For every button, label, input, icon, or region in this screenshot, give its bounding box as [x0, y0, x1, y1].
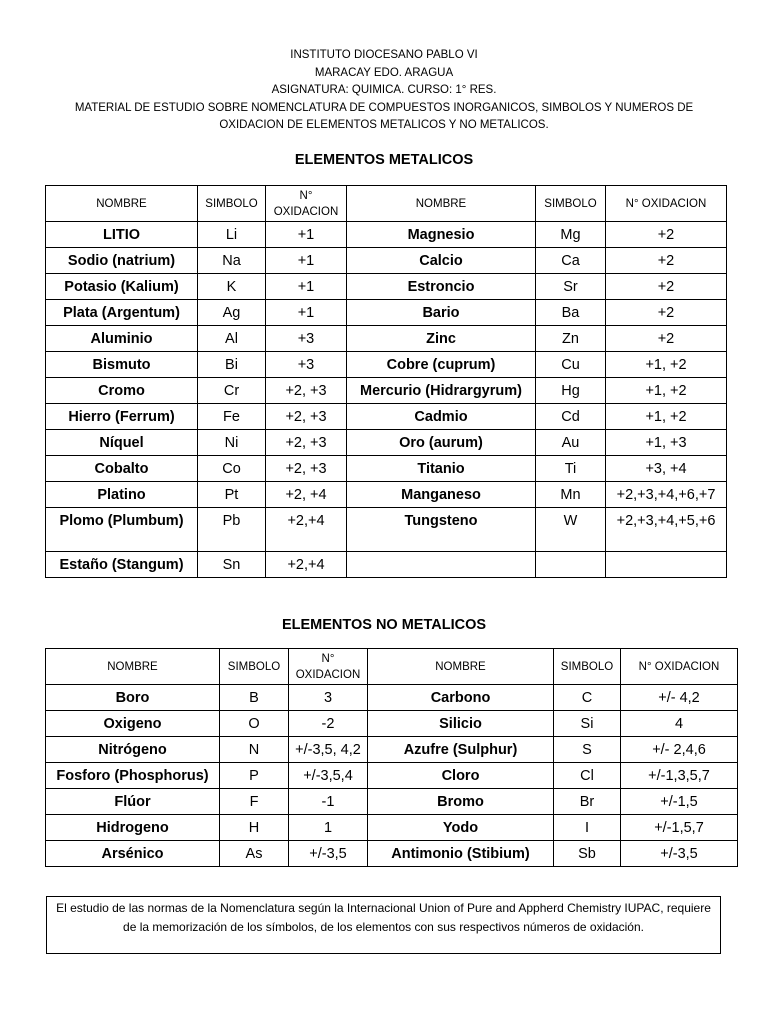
element-name: Magnesio	[347, 222, 536, 248]
element-symbol: Ni	[198, 430, 266, 456]
element-symbol: Pt	[198, 482, 266, 508]
oxidation-number: +1	[266, 274, 347, 300]
element-symbol: Mn	[536, 482, 606, 508]
oxidation-number: +1, +2	[606, 378, 727, 404]
element-name: Cromo	[46, 378, 198, 404]
oxidation-number: +1, +2	[606, 352, 727, 378]
table-row	[46, 789, 738, 815]
element-symbol: As	[220, 841, 289, 867]
oxidation-number: +2	[606, 326, 727, 352]
header-simbolo: SIMBOLO	[198, 186, 266, 222]
oxidation-number: +3, +4	[606, 456, 727, 482]
element-symbol: Sn	[198, 552, 266, 578]
element-symbol: Sb	[554, 841, 621, 867]
table-row	[46, 378, 727, 404]
document-header	[40, 47, 728, 135]
header-nombre: NOMBRE	[368, 649, 554, 685]
element-symbol: Hg	[536, 378, 606, 404]
table-row	[46, 841, 738, 867]
element-name	[347, 552, 536, 578]
element-symbol: Ba	[536, 300, 606, 326]
element-symbol: C	[554, 685, 621, 711]
oxidation-number: +1, +3	[606, 430, 727, 456]
element-name: Bario	[347, 300, 536, 326]
oxidation-number: +2, +4	[266, 482, 347, 508]
element-name: Manganeso	[347, 482, 536, 508]
element-name: Bromo	[368, 789, 554, 815]
iupac-note: El estudio de las normas de la Nomenclatura según la Internacional Union of Pure and Appherd Chemistry IUPAC, requiere de la memorización de los símbolos, de los elementos con sus respectivos números de oxidación.	[46, 896, 721, 954]
element-symbol: Bi	[198, 352, 266, 378]
material-description-line2: OXIDACION DE ELEMENTOS METALICOS Y NO METALICOS.	[219, 119, 549, 131]
oxidation-number: +/-1,5,7	[621, 815, 738, 841]
table-row	[46, 711, 738, 737]
oxidation-number: 4	[621, 711, 738, 737]
metales-table	[45, 185, 727, 578]
oxidation-number: +/- 4,2	[621, 685, 738, 711]
element-name: Sodio (natrium)	[46, 248, 198, 274]
element-symbol: B	[220, 685, 289, 711]
element-symbol: F	[220, 789, 289, 815]
element-name: Silicio	[368, 711, 554, 737]
element-name: Hidrogeno	[46, 815, 220, 841]
element-symbol: Cu	[536, 352, 606, 378]
oxidation-number: +2, +3	[266, 404, 347, 430]
element-symbol: Mg	[536, 222, 606, 248]
material-description-line1: MATERIAL DE ESTUDIO SOBRE NOMENCLATURA DE COMPUESTOS INORGANICOS, SIMBOLOS Y NUMEROS DE	[74, 101, 694, 114]
element-symbol	[536, 552, 606, 578]
element-name: Antimonio (Stibium)	[368, 841, 554, 867]
element-name: Zinc	[347, 326, 536, 352]
element-symbol: P	[220, 763, 289, 789]
element-symbol: Sr	[536, 274, 606, 300]
oxidation-number: -1	[289, 789, 368, 815]
table-row	[46, 430, 727, 456]
header-oxidacion: N° OXIDACION	[606, 186, 727, 222]
oxidation-number: +2	[606, 274, 727, 300]
no-metales-header-row	[46, 649, 738, 685]
element-symbol: Cd	[536, 404, 606, 430]
oxidation-number: +/-1,5	[621, 789, 738, 815]
element-name: Platino	[46, 482, 198, 508]
oxidation-number: 3	[289, 685, 368, 711]
element-name: Plomo (Plumbum)	[46, 508, 198, 552]
element-symbol: Ca	[536, 248, 606, 274]
element-name: Bismuto	[46, 352, 198, 378]
element-symbol: Pb	[198, 508, 266, 552]
element-symbol: Zn	[536, 326, 606, 352]
element-name: Cloro	[368, 763, 554, 789]
oxidation-number: +/-3,5	[289, 841, 368, 867]
metales-header-row	[46, 186, 727, 222]
oxidation-number: +2, +3	[266, 456, 347, 482]
element-name: Carbono	[368, 685, 554, 711]
oxidation-number: +2,+3,+4,+5,+6	[606, 508, 727, 552]
table-row	[46, 737, 738, 763]
header-oxidacion: N° OXIDACION	[289, 649, 368, 685]
table-row	[46, 763, 738, 789]
element-name: Níquel	[46, 430, 198, 456]
element-name: Hierro (Ferrum)	[46, 404, 198, 430]
element-symbol: W	[536, 508, 606, 552]
header-simbolo: SIMBOLO	[554, 649, 621, 685]
element-name: Boro	[46, 685, 220, 711]
element-name: Calcio	[347, 248, 536, 274]
element-symbol: Al	[198, 326, 266, 352]
element-symbol: Si	[554, 711, 621, 737]
element-name: Cobre (cuprum)	[347, 352, 536, 378]
element-name: Nitrógeno	[46, 737, 220, 763]
element-name: Estaño (Stangum)	[46, 552, 198, 578]
header-nombre: NOMBRE	[46, 649, 220, 685]
element-symbol: N	[220, 737, 289, 763]
element-symbol: Ag	[198, 300, 266, 326]
table-row	[46, 482, 727, 508]
header-nombre: NOMBRE	[347, 186, 536, 222]
header-simbolo: SIMBOLO	[220, 649, 289, 685]
element-name: Mercurio (Hidrargyrum)	[347, 378, 536, 404]
element-name: Aluminio	[46, 326, 198, 352]
table-row	[46, 326, 727, 352]
table-row	[46, 352, 727, 378]
element-name: Cobalto	[46, 456, 198, 482]
oxidation-number: +1	[266, 300, 347, 326]
element-symbol: Fe	[198, 404, 266, 430]
table-row	[46, 685, 738, 711]
element-name: Cadmio	[347, 404, 536, 430]
oxidation-number: +3	[266, 326, 347, 352]
oxidation-number: +2	[606, 222, 727, 248]
oxidation-number: +2,+4	[266, 508, 347, 552]
element-name: Fosforo (Phosphorus)	[46, 763, 220, 789]
table-row	[46, 274, 727, 300]
table-row	[46, 815, 738, 841]
element-symbol: Cr	[198, 378, 266, 404]
oxidation-number: +1	[266, 222, 347, 248]
header-oxidacion: N° OXIDACION	[266, 186, 347, 222]
element-name: Yodo	[368, 815, 554, 841]
oxidation-number: +2,+3,+4,+6,+7	[606, 482, 727, 508]
oxidation-number: -2	[289, 711, 368, 737]
oxidation-number: +2	[606, 300, 727, 326]
table-row	[46, 222, 727, 248]
element-name: Arsénico	[46, 841, 220, 867]
element-symbol: Au	[536, 430, 606, 456]
oxidation-number: +2, +3	[266, 378, 347, 404]
element-symbol: Na	[198, 248, 266, 274]
oxidation-number: +2	[606, 248, 727, 274]
oxidation-number	[606, 552, 727, 578]
header-nombre: NOMBRE	[46, 186, 198, 222]
element-symbol: O	[220, 711, 289, 737]
oxidation-number: +/-3,5,4	[289, 763, 368, 789]
element-symbol: Cl	[554, 763, 621, 789]
oxidation-number: +1	[266, 248, 347, 274]
no-metales-title: ELEMENTOS NO METALICOS	[281, 617, 487, 633]
table-row	[46, 508, 727, 552]
oxidation-number: +1, +2	[606, 404, 727, 430]
header-simbolo: SIMBOLO	[536, 186, 606, 222]
element-name: Potasio (Kalium)	[46, 274, 198, 300]
element-symbol: I	[554, 815, 621, 841]
element-name: Oro (aurum)	[347, 430, 536, 456]
institution-name: INSTITUTO DIOCESANO PABLO VI	[290, 49, 478, 61]
table-row	[46, 248, 727, 274]
element-name: Tungsteno	[347, 508, 536, 552]
header-oxidacion: N° OXIDACION	[621, 649, 738, 685]
element-name: Plata (Argentum)	[46, 300, 198, 326]
institution-location: MARACAY EDO. ARAGUA	[314, 66, 454, 79]
table-row	[46, 456, 727, 482]
element-symbol: Co	[198, 456, 266, 482]
oxidation-number: +3	[266, 352, 347, 378]
element-symbol: Br	[554, 789, 621, 815]
element-name: Flúor	[46, 789, 220, 815]
oxidation-number: 1	[289, 815, 368, 841]
element-name: LITIO	[46, 222, 198, 248]
table-row	[46, 552, 727, 578]
oxidation-number: +/-1,3,5,7	[621, 763, 738, 789]
oxidation-number: +/- 2,4,6	[621, 737, 738, 763]
oxidation-number: +/-3,5, 4,2	[289, 737, 368, 763]
element-symbol: S	[554, 737, 621, 763]
metales-title: ELEMENTOS METALICOS	[294, 152, 474, 168]
element-name: Titanio	[347, 456, 536, 482]
oxidation-number: +/-3,5	[621, 841, 738, 867]
oxidation-number: +2, +3	[266, 430, 347, 456]
table-row	[46, 404, 727, 430]
element-name: Oxigeno	[46, 711, 220, 737]
oxidation-number: +2,+4	[266, 552, 347, 578]
element-symbol: K	[198, 274, 266, 300]
element-symbol: H	[220, 815, 289, 841]
course-info: ASIGNATURA: QUIMICA. CURSO: 1° RES.	[271, 84, 497, 96]
no-metales-table	[45, 648, 738, 867]
element-symbol: Ti	[536, 456, 606, 482]
table-row	[46, 300, 727, 326]
element-name: Estroncio	[347, 274, 536, 300]
element-name: Azufre (Sulphur)	[368, 737, 554, 763]
element-symbol: Li	[198, 222, 266, 248]
